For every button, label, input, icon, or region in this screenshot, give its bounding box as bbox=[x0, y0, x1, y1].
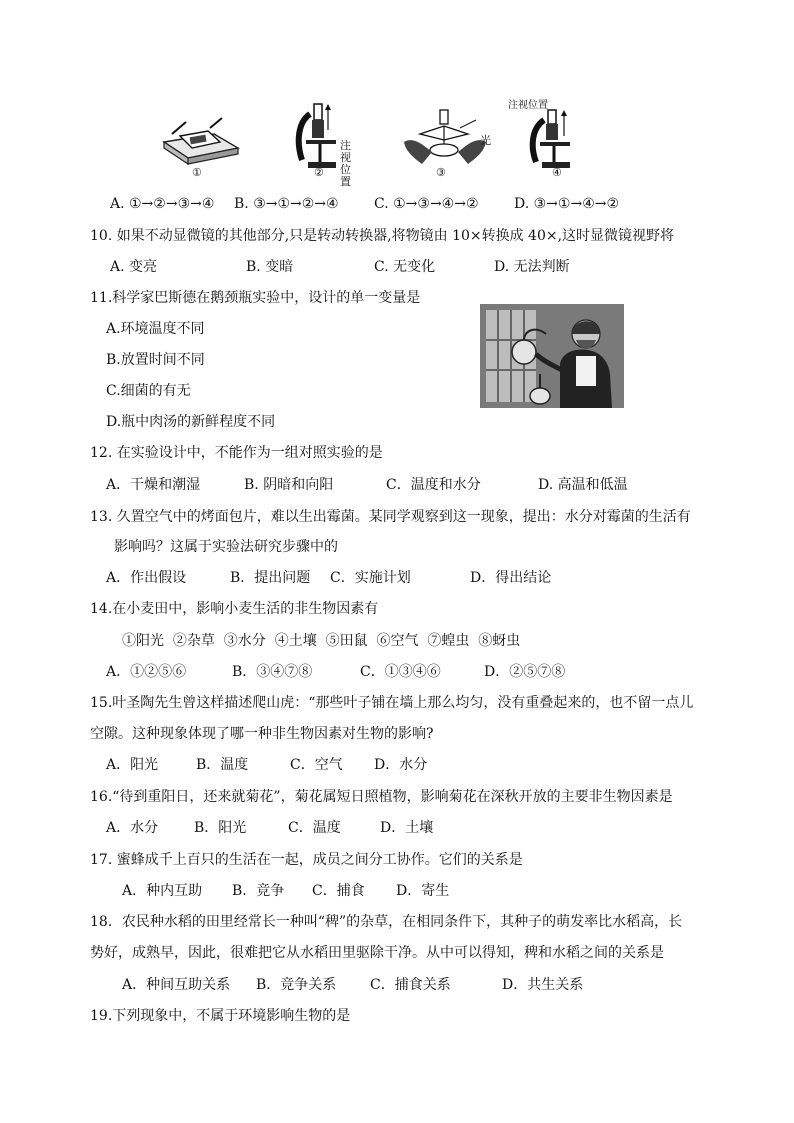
figure-hands-mirror bbox=[400, 106, 490, 170]
q9-option-b[interactable]: B. ③→①→②→④ bbox=[234, 196, 339, 212]
q17-option-c[interactable]: C．捕食 bbox=[312, 883, 365, 899]
figure-microscope-focus bbox=[294, 100, 340, 172]
q10-option-d[interactable]: D. 无法判断 bbox=[494, 259, 570, 275]
q10-option-a[interactable]: A. 变亮 bbox=[110, 259, 158, 275]
q13-stem-line2: 影响吗？这属于实验法研究步骤中的 bbox=[114, 539, 338, 555]
q12-option-d[interactable]: D. 高温和低温 bbox=[538, 477, 628, 493]
q14-option-d[interactable]: D．②⑤⑦⑧ bbox=[484, 664, 566, 680]
q10-stem: 10. 如果不动显微镜的其他部分,只是转动转换器,将物镜由 10×转换成 40×,这时显微镜视野将 bbox=[90, 228, 675, 244]
q18-option-d[interactable]: D．共生关系 bbox=[502, 977, 584, 993]
q17-option-b[interactable]: B．竞争 bbox=[232, 883, 285, 899]
q14-stem: 14.在小麦田中，影响小麦生活的非生物因素有 bbox=[90, 601, 379, 617]
q18-option-a[interactable]: A．种间互助关系 bbox=[122, 977, 231, 993]
q14-option-b[interactable]: B．③④⑦⑧ bbox=[232, 664, 313, 680]
figure-label-3: ③ bbox=[436, 166, 446, 179]
q16-option-a[interactable]: A．水分 bbox=[106, 820, 159, 836]
q9-option-a[interactable]: A. ①→②→③→④ bbox=[110, 196, 215, 212]
q10-option-b[interactable]: B. 变暗 bbox=[246, 259, 294, 275]
q15-stem-line1: 15.叶圣陶先生曾这样描述爬山虎：“那些叶子铺在墙上那么均匀，没有重叠起来的，也不留一点儿 bbox=[90, 695, 694, 711]
q11-option-b[interactable]: B.放置时间不同 bbox=[106, 352, 205, 368]
figure-light-label: 光 bbox=[480, 134, 491, 147]
q15-option-c[interactable]: C．空气 bbox=[290, 757, 343, 773]
q16-option-c[interactable]: C．温度 bbox=[288, 820, 341, 836]
pasteur-image bbox=[480, 304, 624, 408]
q11-option-c[interactable]: C.细菌的有无 bbox=[106, 383, 191, 399]
q9-option-d[interactable]: D. ③→①→④→② bbox=[514, 196, 620, 212]
q18-stem-line2: 势好，成熟早，因此，很难把它从水稻田里驱除干净。从中可以得知，稗和水稻之间的关系是 bbox=[90, 945, 664, 961]
figure-label-4: ④ bbox=[552, 166, 562, 179]
q16-option-d[interactable]: D．土壤 bbox=[380, 820, 434, 836]
figure-focus-label-4: 注视位置 bbox=[508, 100, 548, 111]
figure-slide-on-stage bbox=[158, 112, 244, 166]
q11-option-a[interactable]: A.环境温度不同 bbox=[106, 321, 205, 337]
q14-option-c[interactable]: C．①③④⑥ bbox=[360, 664, 441, 680]
q13-option-b[interactable]: B．提出问题 bbox=[230, 570, 311, 586]
q12-option-b[interactable]: B. 阴暗和向阳 bbox=[244, 477, 334, 493]
q18-stem-line1: 18．农民种水稻的田里经常长一种叫“稗”的杂草，在相同条件下，其种子的萌发率比水稻高，长 bbox=[90, 914, 683, 930]
q18-option-b[interactable]: B．竞争关系 bbox=[256, 977, 337, 993]
q16-option-b[interactable]: B．阳光 bbox=[194, 820, 247, 836]
q12-stem: 12. 在实验设计中，不能作为一组对照实验的是 bbox=[90, 445, 383, 461]
q9-option-c[interactable]: C. ①→③→④→② bbox=[374, 196, 479, 212]
q17-stem: 17. 蜜蜂成千上百只的生活在一起，成员之间分工协作。它们的关系是 bbox=[90, 852, 523, 868]
q18-option-c[interactable]: C．捕食关系 bbox=[370, 977, 451, 993]
q12-option-c[interactable]: C．温度和水分 bbox=[386, 477, 481, 493]
q15-option-a[interactable]: A．阳光 bbox=[106, 757, 159, 773]
q10-option-c[interactable]: C. 无变化 bbox=[374, 259, 436, 275]
q13-option-d[interactable]: D．得出结论 bbox=[470, 570, 552, 586]
q14-items: ①阳光 ②杂草 ③水分 ④土壤 ⑤田鼠 ⑥空气 ⑦蝗虫 ⑧蚜虫 bbox=[122, 633, 521, 649]
q15-option-d[interactable]: D．水分 bbox=[374, 757, 428, 773]
figure-label-1: ① bbox=[192, 166, 202, 179]
figure-microscope-coarse bbox=[526, 108, 578, 170]
q14-option-a[interactable]: A．①②⑤⑥ bbox=[106, 664, 187, 680]
q15-option-b[interactable]: B．温度 bbox=[196, 757, 249, 773]
q15-stem-line2: 空隙。这种现象体现了哪一种非生物因素对生物的影响? bbox=[90, 726, 434, 742]
q11-stem: 11.科学家巴斯德在鹅颈瓶实验中，设计的单一变量是 bbox=[90, 290, 421, 306]
q13-option-c[interactable]: C．实施计划 bbox=[330, 570, 411, 586]
q19-stem: 19.下列现象中，不属于环境影响生物的是 bbox=[90, 1008, 351, 1024]
q11-option-d[interactable]: D.瓶中肉汤的新鲜程度不同 bbox=[106, 414, 276, 430]
q17-option-d[interactable]: D．寄生 bbox=[396, 883, 450, 899]
q16-stem: 16.“待到重阳日，还来就菊花”，菊花属短日照植物，影响菊花在深秋开放的主要非生物因素是 bbox=[90, 789, 673, 805]
q12-option-a[interactable]: A．干燥和潮湿 bbox=[106, 477, 201, 493]
q17-option-a[interactable]: A．种内互助 bbox=[122, 883, 203, 899]
figure-focus-label-2: 注视 位置 bbox=[340, 139, 351, 188]
q13-option-a[interactable]: A．作出假设 bbox=[106, 570, 187, 586]
figure-label-2: ② bbox=[314, 166, 324, 179]
q13-stem-line1: 13. 久置空气中的烤面包片，难以生出霉菌。某同学观察到这一现象，提出：水分对霉菌的生活有 bbox=[90, 509, 691, 525]
